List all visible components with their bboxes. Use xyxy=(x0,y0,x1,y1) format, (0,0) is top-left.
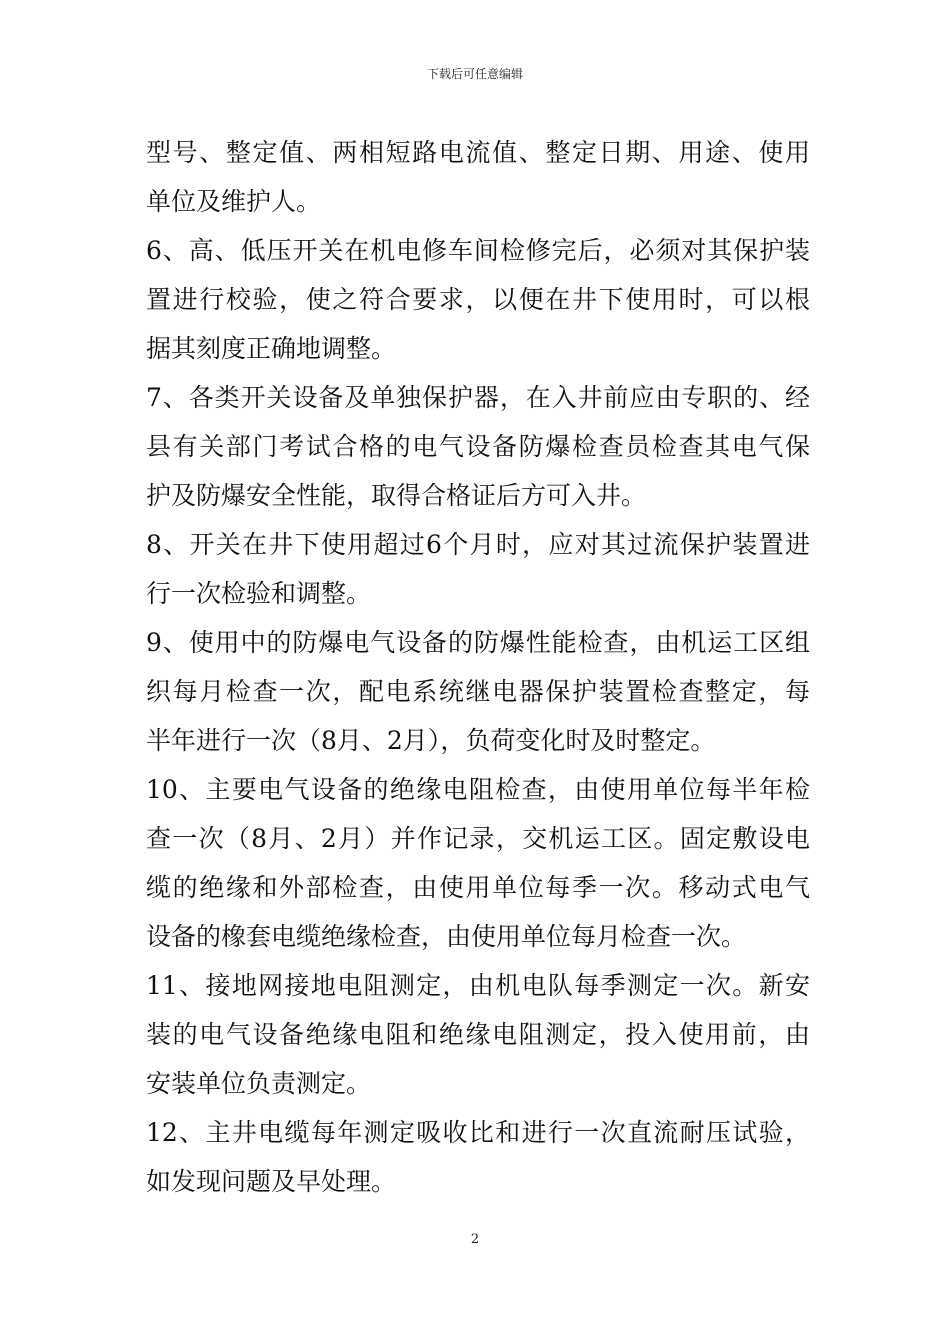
text-line: 7、各类开关设备及单独保护器，在入井前应由专职的、经 xyxy=(146,383,810,412)
text-line: 型号、整定值、两相短路电流值、整定日期、用途、使用 xyxy=(146,138,810,167)
text-line: 置进行校验，使之符合要求，以便在井下使用时，可以根 xyxy=(146,285,810,314)
text-line: 11、接地网接地电阻测定，由机电队每季测定一次。新安 xyxy=(146,971,810,1000)
text-line: 查一次（8月、2月）并作记录，交机运工区。固定敷设电 xyxy=(146,824,810,853)
text-line: 装的电气设备绝缘电阻和绝缘电阻测定，投入使用前，由 xyxy=(146,1020,810,1049)
text-line: 单位及维护人。 xyxy=(146,187,322,216)
text-line: 12、主井电缆每年测定吸收比和进行一次直流耐压试验， xyxy=(146,1118,810,1147)
text-line: 织每月检查一次，配电系统继电器保护装置检查整定，每 xyxy=(146,677,810,706)
text-line: 6、高、低压开关在机电修车间检修完后，必须对其保护装 xyxy=(146,236,810,265)
document-body xyxy=(146,128,810,1206)
text-line: 安装单位负责测定。 xyxy=(146,1069,372,1098)
text-line: 半年进行一次（8月、2月），负荷变化时及时整定。 xyxy=(146,726,716,755)
text-line: 缆的绝缘和外部检查，由使用单位每季一次。移动式电气 xyxy=(146,873,810,902)
text-line: 10、主要电气设备的绝缘电阻检查，由使用单位每半年检 xyxy=(146,775,810,804)
text-line: 设备的橡套电缆绝缘检查，由使用单位每月检查一次。 xyxy=(146,922,747,951)
text-line: 县有关部门考试合格的电气设备防爆检查员检查其电气保 xyxy=(146,432,810,461)
text-line: 8、开关在井下使用超过6个月时，应对其过流保护装置进 xyxy=(146,530,810,559)
page-number: 2 xyxy=(470,1232,480,1247)
page-header: 下载后可任意编辑 xyxy=(426,67,523,81)
text-line: 据其刻度正确地调整。 xyxy=(146,334,397,363)
text-line: 9、使用中的防爆电气设备的防爆性能检查，由机运工区组 xyxy=(146,628,810,657)
text-line: 护及防爆安全性能，取得合格证后方可入井。 xyxy=(146,481,647,510)
text-line: 如发现问题及早处理。 xyxy=(146,1167,397,1196)
text-line: 行一次检验和调整。 xyxy=(146,579,372,608)
